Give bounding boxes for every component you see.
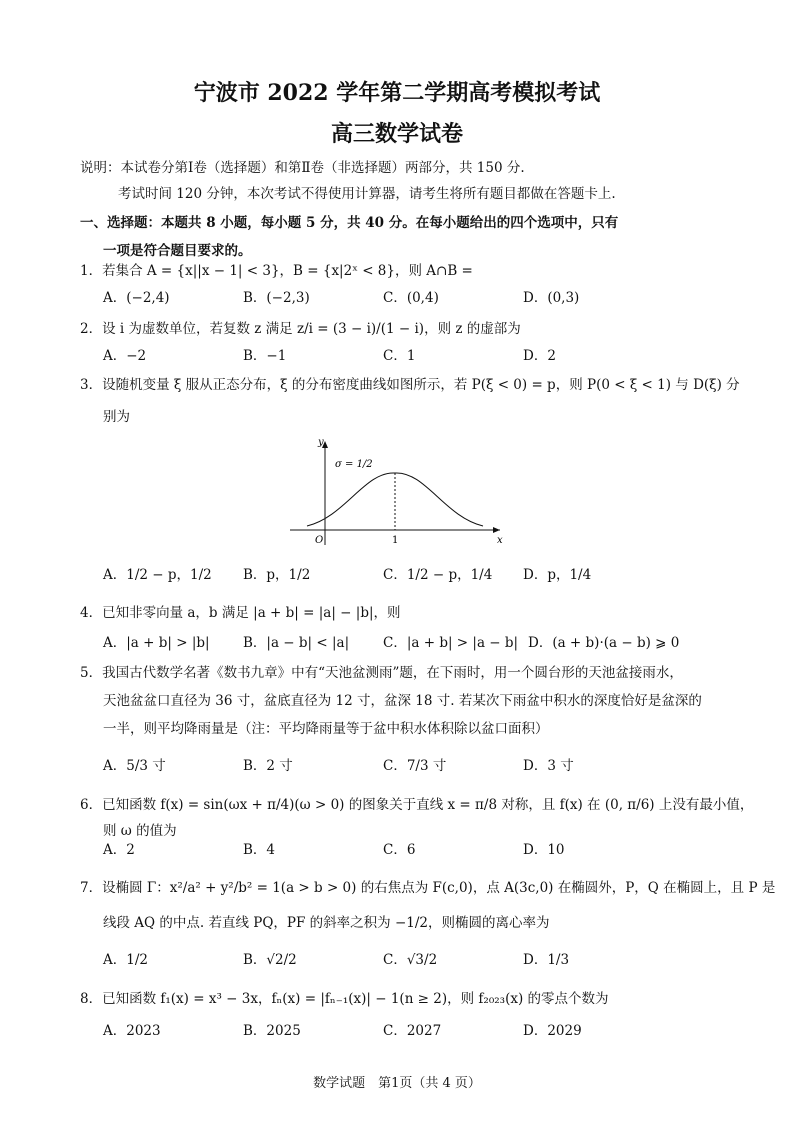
question-5-option-a: A．5/3 寸: [103, 758, 166, 774]
question-2-option-d: D．2: [523, 348, 556, 364]
question-1-stem: 1．若集合 A = {x||x − 1| < 3}，B = {x|2ˣ < 8}，则 A∩B =: [80, 263, 473, 279]
question-8-option-b: B．2025: [243, 1023, 301, 1039]
tick-one-label: 1: [392, 535, 399, 546]
question-3-stem-line-2: 别为: [103, 409, 130, 425]
exam-subtitle: 高三数学试卷: [330, 121, 463, 147]
question-4-option-c: C．|a + b| > |a − b|: [383, 635, 519, 651]
question-5-stem-line-1: 5．我国古代数学名著《数书九章》中有“天池盆测雨”题，在下雨时，用一个圆台形的天池盆接雨水，: [80, 665, 683, 681]
question-3-option-b: B．p，1/2: [243, 567, 311, 583]
question-5-option-c: C．7/3 寸: [383, 758, 447, 774]
question-6-option-a: A．2: [103, 842, 135, 858]
question-8-option-d: D．2029: [523, 1023, 582, 1039]
exam-title: 宁波市 2022 学年第二学期高考模拟考试: [193, 80, 601, 106]
question-4-option-a: A．|a + b| > |b|: [103, 635, 210, 651]
question-4-option-d: D．(a + b)·(a − b) ⩾ 0: [528, 635, 680, 651]
section-heading-1: 一、选择题：本题共 8 小题，每小题 5 分，共 40 分。在每小题给出的四个选项中，只有: [80, 215, 619, 231]
question-2-option-c: C．1: [383, 348, 416, 364]
x-axis-arrow: [493, 527, 500, 533]
question-4-stem: 4．已知非零向量 a，b 满足 |a + b| = |a| − |b|，则: [80, 605, 401, 621]
instructions-line-2: 考试时间 120 分钟，本次考试不得使用计算器，请考生将所有题目都做在答题卡上.: [118, 186, 616, 202]
question-8-option-c: C．2027: [383, 1023, 442, 1039]
question-7-option-d: D．1/3: [523, 952, 570, 968]
question-3-option-d: D．p，1/4: [523, 567, 592, 583]
question-7-stem-line-1: 7．设椭圆 Γ：x²/a² + y²/b² = 1(a > b > 0) 的右焦点为 F(c,0)，点 A(3c,0) 在椭圆外，P，Q 在椭圆上，且 P 是: [80, 880, 776, 896]
question-3-stem-line-1: 3．设随机变量 ξ 服从正态分布，ξ 的分布密度曲线如图所示，若 P(ξ < 0) = p，则 P(0 < ξ < 1) 与 D(ξ) 分: [80, 377, 740, 393]
question-1-option-b: B．(−2,3): [243, 290, 310, 306]
question-3-option-a: A．1/2 − p，1/2: [103, 567, 212, 583]
question-4-option-b: B．|a − b| < |a|: [243, 635, 350, 651]
question-7-option-a: A．1/2: [103, 952, 148, 968]
question-7-stem-line-2: 线段 AQ 的中点. 若直线 PQ，PF 的斜率之积为 −1/2，则椭圆的离心率为: [103, 915, 550, 931]
question-7-option-c: C．√3/2: [383, 952, 438, 968]
question-2-option-a: A．−2: [103, 348, 147, 364]
question-5-option-b: B．2 寸: [243, 758, 293, 774]
origin-label: O: [315, 535, 324, 546]
question-7-option-b: B．√2/2: [243, 952, 297, 968]
normal-distribution-figure: [285, 435, 510, 550]
question-1-option-a: A．(−2,4): [103, 290, 170, 306]
question-6-stem-line-2: 则 ω 的值为: [103, 823, 177, 839]
question-6-option-b: B．4: [243, 842, 276, 858]
sigma-label: σ = 1/2: [335, 459, 373, 470]
question-3-option-c: C．1/2 − p，1/4: [383, 567, 493, 583]
section-heading-2: 一项是符合题目要求的。: [103, 243, 252, 259]
question-5-option-d: D．3 寸: [523, 758, 574, 774]
question-1-option-d: D．(0,3): [523, 290, 580, 306]
question-8-stem: 8．已知函数 f₁(x) = x³ − 3x，fₙ(x) = |fₙ₋₁(x)| − 1(n ≥ 2)，则 f₂₀₂₃(x) 的零点个数为: [80, 991, 609, 1007]
page-footer: 数学试题 第1页（共 4 页）: [313, 1076, 481, 1091]
question-5-stem-line-2: 天池盆盆口直径为 36 寸，盆底直径为 12 寸，盆深 18 寸. 若某次下雨盆中积水的深度恰好是盆深的: [103, 693, 702, 709]
instructions-line-1: 说明：本试卷分第Ⅰ卷（选择题）和第Ⅱ卷（非选择题）两部分，共 150 分.: [80, 160, 525, 176]
question-6-option-c: C．6: [383, 842, 416, 858]
question-5-stem-line-3: 一半，则平均降雨量是（注：平均降雨量等于盆中积水体积除以盆口面积）: [103, 721, 549, 737]
question-8-option-a: A．2023: [103, 1023, 161, 1039]
question-6-option-d: D．10: [523, 842, 565, 858]
question-2-stem: 2．设 i 为虚数单位，若复数 z 满足 z/i = (3 − i)/(1 − i)，则 z 的虚部为: [80, 321, 521, 337]
question-2-option-b: B．−1: [243, 348, 287, 364]
x-axis-label: x: [497, 535, 503, 546]
question-6-stem-line-1: 6．已知函数 f(x) = sin(ωx + π/4)(ω > 0) 的图象关于直线 x = π/8 对称，且 f(x) 在 (0, π/6) 上没有最小值，: [80, 797, 754, 813]
y-axis-label: y: [318, 437, 324, 448]
question-1-option-c: C．(0,4): [383, 290, 439, 306]
